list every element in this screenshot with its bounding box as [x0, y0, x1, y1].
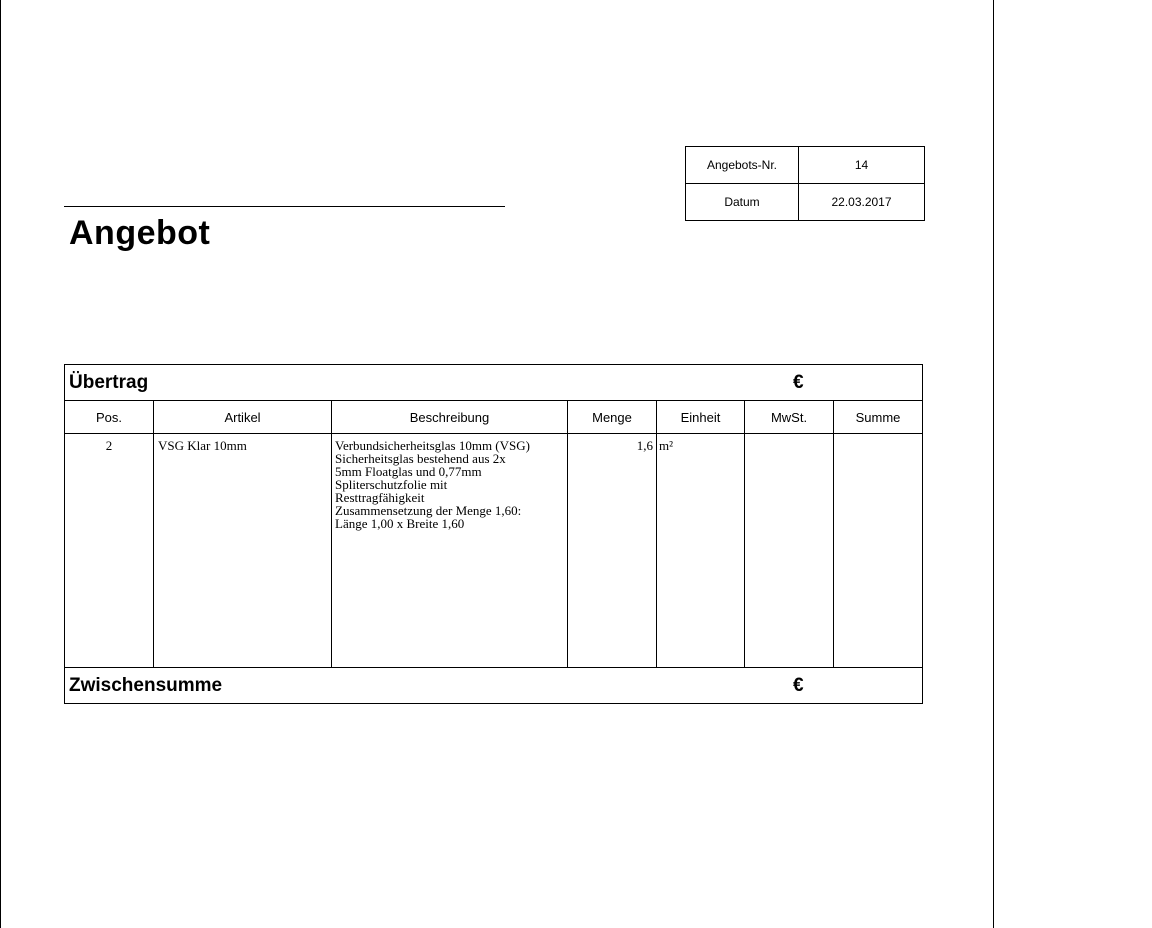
- offer-number-row: [686, 147, 925, 184]
- item-summe: [834, 434, 923, 668]
- date-row: [686, 184, 925, 221]
- item-description-line: Resttragfähigkeit: [335, 490, 425, 505]
- item-menge: 1,6: [568, 434, 657, 668]
- item-description-line: 5mm Floatglas und 0,77mm: [335, 464, 482, 479]
- positions-table: [64, 364, 923, 704]
- item-artikel: VSG Klar 10mm: [154, 434, 332, 668]
- column-header-pos: Pos.: [65, 401, 154, 434]
- column-header-summe: Summe: [834, 401, 923, 434]
- item-description-line: Länge 1,00 x Breite 1,60: [335, 516, 465, 531]
- column-header-artikel: Artikel: [154, 401, 332, 434]
- column-header-einheit: Einheit: [657, 401, 745, 434]
- carry-over-label: Übertrag: [69, 372, 149, 393]
- carry-over-currency: €: [793, 372, 804, 393]
- item-pos: 2: [65, 434, 154, 668]
- column-header-beschreibung: Beschreibung: [332, 401, 568, 434]
- date-value: 22.03.2017: [799, 184, 925, 221]
- offer-number-value: 14: [799, 147, 925, 184]
- column-header-mwst: MwSt.: [745, 401, 834, 434]
- title-rule: [64, 206, 505, 207]
- date-label: Datum: [686, 184, 799, 221]
- document-title: Angebot: [69, 214, 211, 252]
- table-row: [65, 434, 923, 668]
- item-mwst: [745, 434, 834, 668]
- item-beschreibung: [332, 434, 568, 668]
- subtotal-band: [65, 668, 923, 704]
- carry-over-row: [65, 365, 923, 401]
- carry-over-band: [65, 365, 923, 401]
- column-header-row: [65, 401, 923, 434]
- offer-meta-table: [685, 146, 925, 221]
- subtotal-row: [65, 668, 923, 704]
- item-einheit: m²: [657, 434, 745, 668]
- item-description-line: Sicherheitsglas bestehend aus 2x: [335, 451, 506, 466]
- item-description-line: Zusammensetzung der Menge 1,60:: [335, 503, 522, 518]
- item-description-line: Verbundsicherheitsglas 10mm (VSG): [335, 438, 530, 453]
- column-header-menge: Menge: [568, 401, 657, 434]
- subtotal-currency: €: [793, 675, 804, 696]
- offer-number-label: Angebots-Nr.: [686, 147, 799, 184]
- subtotal-label: Zwischensumme: [69, 675, 223, 696]
- item-description-line: Spliterschutzfolie mit: [335, 477, 448, 492]
